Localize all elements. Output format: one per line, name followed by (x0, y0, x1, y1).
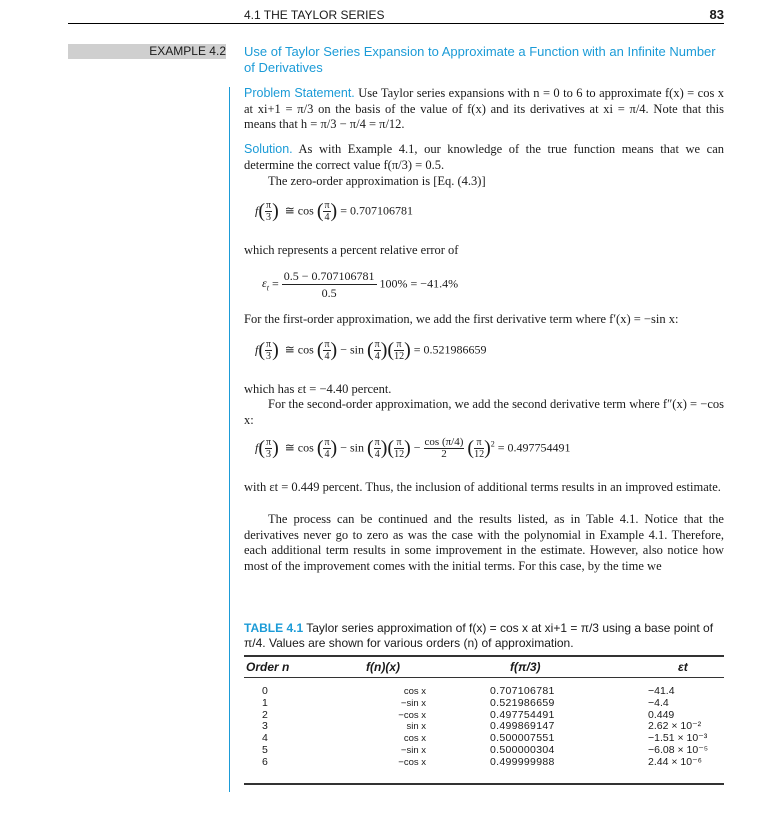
cell-order: 4 (262, 732, 268, 745)
table-bottom-rule (244, 783, 724, 785)
problem-heading: Problem Statement. (244, 86, 355, 100)
page-number: 83 (709, 7, 724, 22)
table-caption (244, 621, 724, 651)
second-order-sentence: For the second-order approximation, we add the second derivative term where f″(x) = −cos x: (244, 397, 724, 427)
table-row (244, 757, 724, 769)
cell-derivative: −sin x (400, 744, 426, 756)
equation-second-order: f( $\frac{\pi}{3}$ ) ≅ cos ( $\frac{\pi}{4}$ ) − sin ( $\frac{\pi}{4}$ )( $\frac{\pi}{12}$ ) − $\frac{\cos (\pi/4)}{2}$ ( $\frac{\pi}{12}$ )$^2$ = 0.497754491 (255, 436, 571, 460)
cell-error: −41.4 (648, 685, 675, 697)
cell-error: −6.08 × 10⁻⁵ (648, 743, 709, 756)
second-order-text (244, 397, 724, 428)
error-numerator: 0.5 − 0.707106781 (283, 269, 375, 283)
example-title: Use of Taylor Series Expansion to Approximate a Function with an Infinite Number of Derivatives (244, 44, 716, 75)
solution-heading: Solution. (244, 142, 293, 156)
cell-derivative: sin x (406, 721, 426, 733)
second-error-text: with εt = 0.449 percent. Thus, the inclusion of additional terms results in an improved estimate. (244, 480, 721, 494)
table-header-rule (244, 677, 724, 678)
cell-value: 0.499999988 (490, 755, 555, 768)
cell-value: 0.500000304 (490, 743, 555, 756)
cell-order: 5 (262, 743, 268, 756)
cell-derivative: cos x (403, 686, 426, 697)
cell-error: −4.4 (648, 696, 669, 709)
cell-error: 0.449 (648, 708, 675, 721)
solution-text: As with Example 4.1, our knowledge of the true function means that we can determine the correct value f(π/3) = 0.5. (244, 142, 724, 172)
equation-zero-order: f( $\frac{\pi}{3}$ ) ≅ cos ( $\frac{\pi}{4}$ ) = 0.707106781 (255, 200, 413, 223)
solution-intro (244, 142, 724, 173)
example-label: EXAMPLE 4.2 (149, 44, 226, 58)
error-result: 100% = −41.4% (379, 276, 459, 291)
problem-text: Use Taylor series expansions with n = 0 to 6 to approximate f(x) = cos x at xi+1 = π/3 on the basis of the value of f(x) and its derivatives at xi = π/4. Note that this means that h = π/3 − π/4 = π/12. (244, 86, 724, 131)
cell-derivative: −cos x (398, 756, 426, 768)
table-caption-text: Taylor series approximation of f(x) = cos x at xi+1 = π/3 using a base point of π/4. Values are shown for various orders (n) of approximation. (244, 621, 714, 650)
table-header-order: Order n (246, 660, 290, 674)
cell-value: 0.707106781 (490, 685, 555, 697)
cell-value: 0.521986659 (490, 696, 555, 709)
zero-order-text: The zero-order approximation is [Eq. (4.3)] (268, 174, 486, 188)
cell-derivative: −cos x (398, 709, 426, 721)
cell-order: 6 (262, 755, 268, 768)
table-row (244, 698, 724, 710)
table-header-derivative: f(n)(x) (366, 660, 400, 674)
first-order-text: For the first-order approximation, we add the first derivative term where f′(x) = −sin x: (244, 312, 679, 326)
problem-statement (244, 86, 724, 133)
header-rule (68, 23, 724, 24)
error-denominator: 0.5 (321, 286, 337, 300)
cell-order: 1 (262, 696, 268, 709)
table-header-error: εt (678, 660, 688, 674)
cell-derivative: −sin x (400, 697, 426, 709)
eq3-result: = 0.521986659 (413, 342, 487, 357)
equation-error: $\varepsilon_t$ = $\frac{0.5 - 0.707106781}{0.5}$ 100% = −41.4% (262, 269, 459, 300)
first-error-text: which has εt = −4.40 percent. (244, 382, 392, 396)
eq4-result: = 0.497754491 (497, 440, 571, 455)
equation-first-order: f( $\frac{\pi}{3}$ ) ≅ cos ( $\frac{\pi}{4}$ ) − sin ( $\frac{\pi}{4}$ )( $\frac{\pi}{12}$ ) = 0.521986659 (255, 339, 487, 362)
table-body (244, 686, 724, 769)
cell-order: 0 (262, 685, 268, 697)
table-row (244, 745, 724, 757)
cell-value: 0.497754491 (490, 708, 555, 721)
continue-sentence: The process can be continued and the results listed, as in Table 4.1. Notice that the derivatives never go to zero as was the case with the polynomial in Example 4.1. Therefore, each additional term results in some improvement in the estimate. However, also notice how most of the improvement comes with the initial terms. For this case, by the time we (244, 512, 724, 573)
table-label: TABLE 4.1 (244, 621, 304, 635)
cell-order: 3 (262, 720, 268, 733)
running-header-section: 4.1 THE TAYLOR SERIES (244, 8, 385, 22)
cell-order: 2 (262, 708, 268, 721)
cell-derivative: cos x (403, 733, 426, 745)
cell-error: 2.62 × 10⁻² (648, 720, 702, 733)
example-side-rule (229, 87, 230, 792)
eq1-result: = 0.707106781 (340, 203, 413, 218)
cell-error: −1.51 × 10⁻³ (648, 732, 708, 745)
cell-value: 0.499869147 (490, 720, 555, 733)
table-header-value: f(π/3) (510, 660, 541, 674)
error-intro-text: which represents a percent relative error of (244, 243, 459, 257)
table-top-rule (244, 655, 724, 657)
cell-error: 2.44 × 10⁻⁶ (648, 755, 702, 768)
continue-text (244, 512, 724, 574)
cell-value: 0.500007551 (490, 732, 555, 745)
